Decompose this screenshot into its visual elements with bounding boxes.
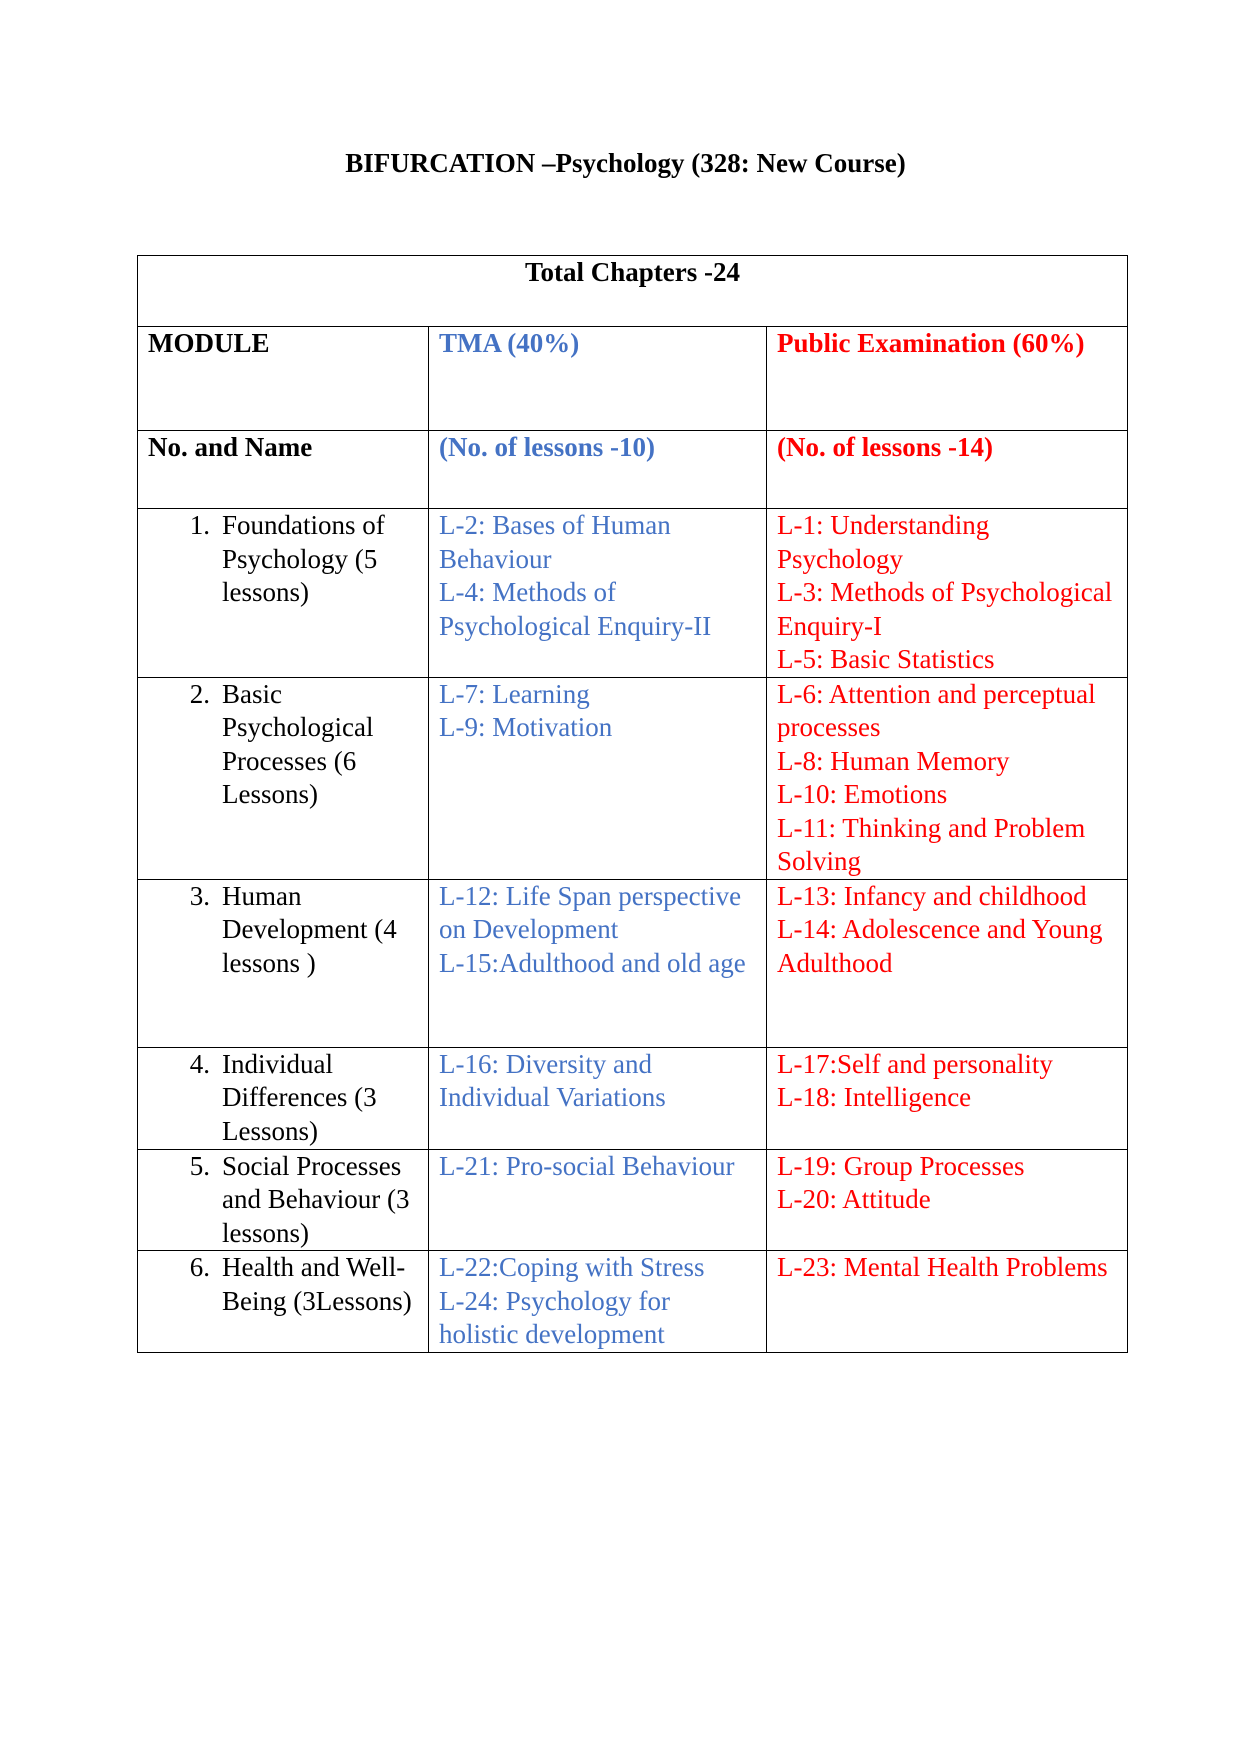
table-row [138, 509, 1128, 678]
lesson-item: L-10: Emotions [777, 779, 948, 809]
lesson-item: L-23: Mental Health Problems [777, 1252, 1108, 1282]
lesson-item: L-19: Group Processes [777, 1150, 1025, 1181]
tma-lessons-cell [429, 677, 767, 879]
module-number: 2. [189, 678, 210, 709]
module-name: Human Development (4 lessons ) [222, 880, 397, 978]
lesson-item: L-21: Pro-social Behaviour [439, 1150, 735, 1181]
lesson-item: L-16: Diversity and Individual Variations [439, 1048, 666, 1112]
module-name: Foundations of Psychology (5 lessons) [222, 510, 385, 607]
total-chapters-row [138, 256, 1128, 327]
lesson-item: L-20: Attitude [777, 1184, 931, 1214]
lesson-item: L-1: Understanding Psychology [777, 510, 990, 574]
tma-lessons-cell [429, 1149, 767, 1251]
table-row [138, 1047, 1128, 1149]
module-cell [138, 879, 429, 1047]
bifurcation-table [137, 255, 1128, 1353]
page-title: BIFURCATION –Psychology (328: New Course) [345, 148, 906, 178]
lesson-item: L-18: Intelligence [777, 1082, 972, 1112]
lesson-item: L-9: Motivation [439, 712, 613, 742]
tma-lessons-cell [429, 1047, 767, 1149]
lesson-item: L-3: Methods of Psychological Enquiry-I [777, 577, 1113, 641]
module-cell [138, 509, 429, 678]
module-number: 6. [189, 1252, 210, 1282]
module-cell [138, 1251, 429, 1353]
tma-lessons-cell [429, 1251, 767, 1353]
table-row [138, 677, 1128, 879]
module-name: Individual Differences (3 Lessons) [222, 1048, 377, 1146]
public-lessons-cell [767, 1047, 1128, 1149]
module-number: 4. [189, 1048, 210, 1079]
lesson-item: L-8: Human Memory [777, 745, 1010, 776]
public-exam-header: Public Examination (60%) [767, 327, 1128, 431]
module-number: 1. [189, 510, 210, 540]
module-cell [138, 677, 429, 879]
module-number: 3. [189, 880, 210, 911]
lesson-item: L-7: Learning [439, 678, 590, 709]
header-row [138, 327, 1128, 431]
lesson-item: L-4: Methods of Psychological Enquiry-II [439, 577, 712, 641]
table-row [138, 879, 1128, 1047]
tma-lessons-cell [429, 879, 767, 1047]
lesson-item: L-17:Self and personality [777, 1048, 1053, 1079]
lesson-item: L-14: Adolescence and Young Adulthood [777, 914, 1103, 978]
subheader-row [138, 431, 1128, 509]
module-name: Social Processes and Behaviour (3 lessons) [222, 1150, 410, 1248]
tma-subheader: (No. of lessons -10) [429, 431, 767, 509]
public-lessons-cell [767, 677, 1128, 879]
public-lessons-cell [767, 1251, 1128, 1353]
module-name: Basic Psychological Processes (6 Lessons) [222, 678, 374, 809]
public-lessons-cell [767, 879, 1128, 1047]
total-chapters-cell: Total Chapters -24 [138, 256, 1128, 327]
lesson-item: L-15:Adulthood and old age [439, 947, 746, 978]
public-lessons-cell [767, 509, 1128, 678]
lesson-item: L-5: Basic Statistics [777, 644, 995, 674]
table-row [138, 1149, 1128, 1251]
lesson-item: L-6: Attention and perceptual processes [777, 678, 1096, 742]
module-name: Health and Well-Being (3Lessons) [222, 1252, 412, 1316]
module-number: 5. [189, 1150, 210, 1181]
module-cell [138, 1149, 429, 1251]
module-header: MODULE [138, 327, 429, 431]
lesson-item: L-13: Infancy and childhood [777, 880, 1087, 911]
public-lessons-cell [767, 1149, 1128, 1251]
lesson-item: L-24: Psychology for holistic development [439, 1285, 670, 1349]
public-exam-subheader: (No. of lessons -14) [767, 431, 1128, 509]
lesson-item: L-2: Bases of Human Behaviour [439, 510, 671, 574]
table-row [138, 1251, 1128, 1353]
lesson-item: L-12: Life Span perspective on Development [439, 880, 742, 944]
tma-header: TMA (40%) [429, 327, 767, 431]
module-cell [138, 1047, 429, 1149]
lesson-item: L-11: Thinking and Problem Solving [777, 812, 1086, 876]
tma-lessons-cell [429, 509, 767, 678]
module-subheader: No. and Name [138, 431, 429, 509]
lesson-item: L-22:Coping with Stress [439, 1252, 705, 1282]
